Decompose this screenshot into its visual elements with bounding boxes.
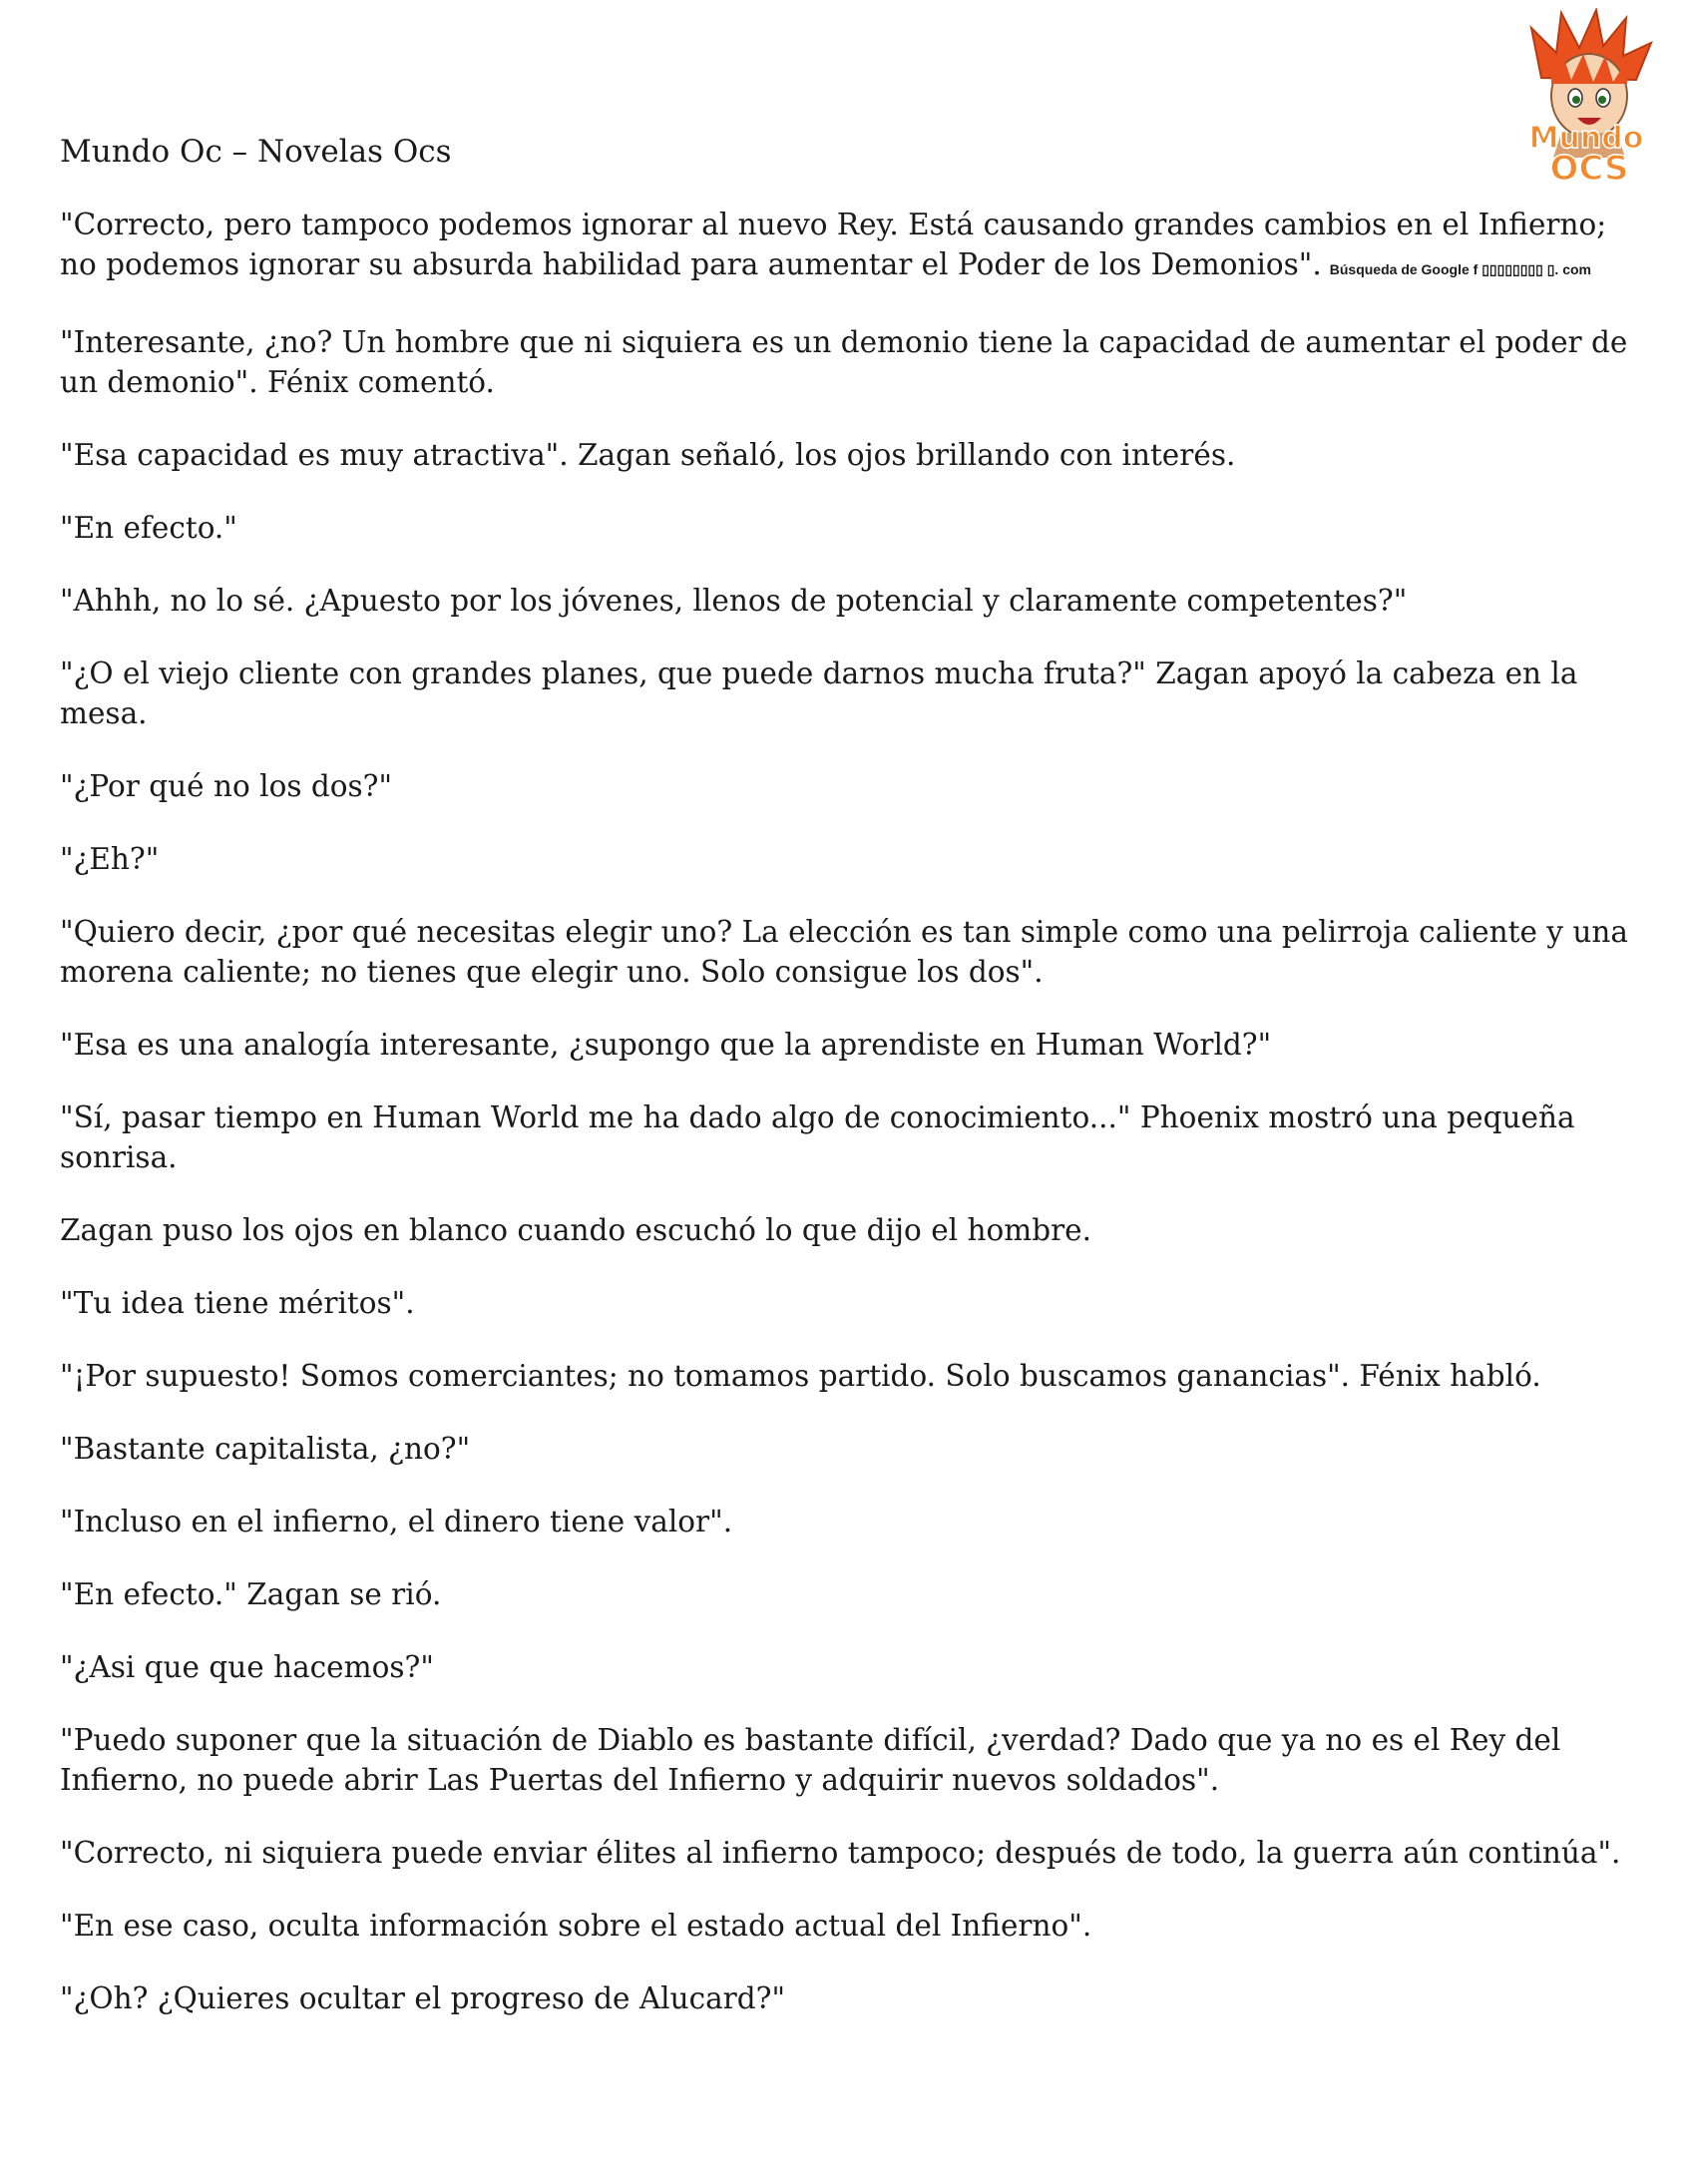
paragraph: "¡Por supuesto! Somos comerciantes; no tomamos partido. Solo buscamos ganancias". Fénix habló. <box>60 1359 1541 1393</box>
paragraph: "Sí, pasar tiempo en Human World me ha dado algo de conocimiento..." Phoenix mostró una pequeña sonrisa. <box>60 1100 1575 1174</box>
paragraph: "Bastante capitalista, ¿no?" <box>60 1432 471 1466</box>
paragraph: "Quiero decir, ¿por qué necesitas elegir uno? La elección es tan simple como una pelirroja caliente y una morena caliente; no tienes que elegir uno. Solo consigue los dos". <box>60 915 1628 989</box>
paragraph: "¿O el viejo cliente con grandes planes, que puede darnos mucha fruta?" Zagan apoyó la cabeza en la mesa. <box>60 656 1578 730</box>
paragraph: "Puedo suponer que la situación de Diablo es bastante difícil, ¿verdad? Dado que ya no es el Rey del Infierno, no puede abrir Las Puertas del Infierno y adquirir nuevos soldados". <box>60 1723 1561 1797</box>
page-header: Mundo Oc – Novelas Ocs <box>60 134 452 170</box>
novel-text <box>60 205 1636 2051</box>
paragraph: "Esa capacidad es muy atractiva". Zagan señaló, los ojos brillando con interés. <box>60 438 1236 472</box>
paragraph: "¿Por qué no los dos?" <box>60 769 393 803</box>
paragraph: "¿Oh? ¿Quieres ocultar el progreso de Alucard?" <box>60 1981 786 2015</box>
paragraph: "En efecto." <box>60 511 237 545</box>
paragraph <box>60 205 1636 289</box>
paragraph: "¿Eh?" <box>60 842 160 876</box>
anime-boy-mascot-icon <box>1501 8 1671 188</box>
paragraph: "Tu idea tiene méritos". <box>60 1286 415 1320</box>
paragraph: "Esa es una analogía interesante, ¿supongo que la aprendiste en Human World?" <box>60 1028 1272 1062</box>
search-watermark-note: Búsqueda de Google f ▯▯▯▯▯▯▯▯ ▯. com <box>1329 261 1591 277</box>
paragraph: "Interesante, ¿no? Un hombre que ni siquiera es un demonio tiene la capacidad de aumentar el poder de un demonio". Fénix comentó. <box>60 325 1628 399</box>
paragraph: "Incluso en el infierno, el dinero tiene valor". <box>60 1505 733 1538</box>
paragraph: "En efecto." Zagan se rió. <box>60 1577 442 1611</box>
logo-wordmark-line2: OCS <box>1549 149 1629 188</box>
paragraph: "Ahhh, no lo sé. ¿Apuesto por los jóvenes, llenos de potencial y claramente competentes?" <box>60 584 1408 618</box>
paragraph: "Correcto, ni siquiera puede enviar élites al infierno tampoco; después de todo, la guerra aún continúa". <box>60 1836 1621 1870</box>
logo-wordmark-line1: Mundo <box>1528 121 1644 156</box>
paragraph-text: "Correcto, pero tampoco podemos ignorar al nuevo Rey. Está causando grandes cambios en el Infierno; no podemos ignorar su absurda habilidad para aumentar el Poder de los Demonios". <box>60 208 1607 281</box>
paragraph: "¿Asi que que hacemos?" <box>60 1650 434 1684</box>
mundo-ocs-logo <box>1501 8 1671 188</box>
paragraph: Zagan puso los ojos en blanco cuando escuchó lo que dijo el hombre. <box>60 1213 1092 1247</box>
paragraph: "En ese caso, oculta información sobre el estado actual del Infierno". <box>60 1909 1092 1943</box>
